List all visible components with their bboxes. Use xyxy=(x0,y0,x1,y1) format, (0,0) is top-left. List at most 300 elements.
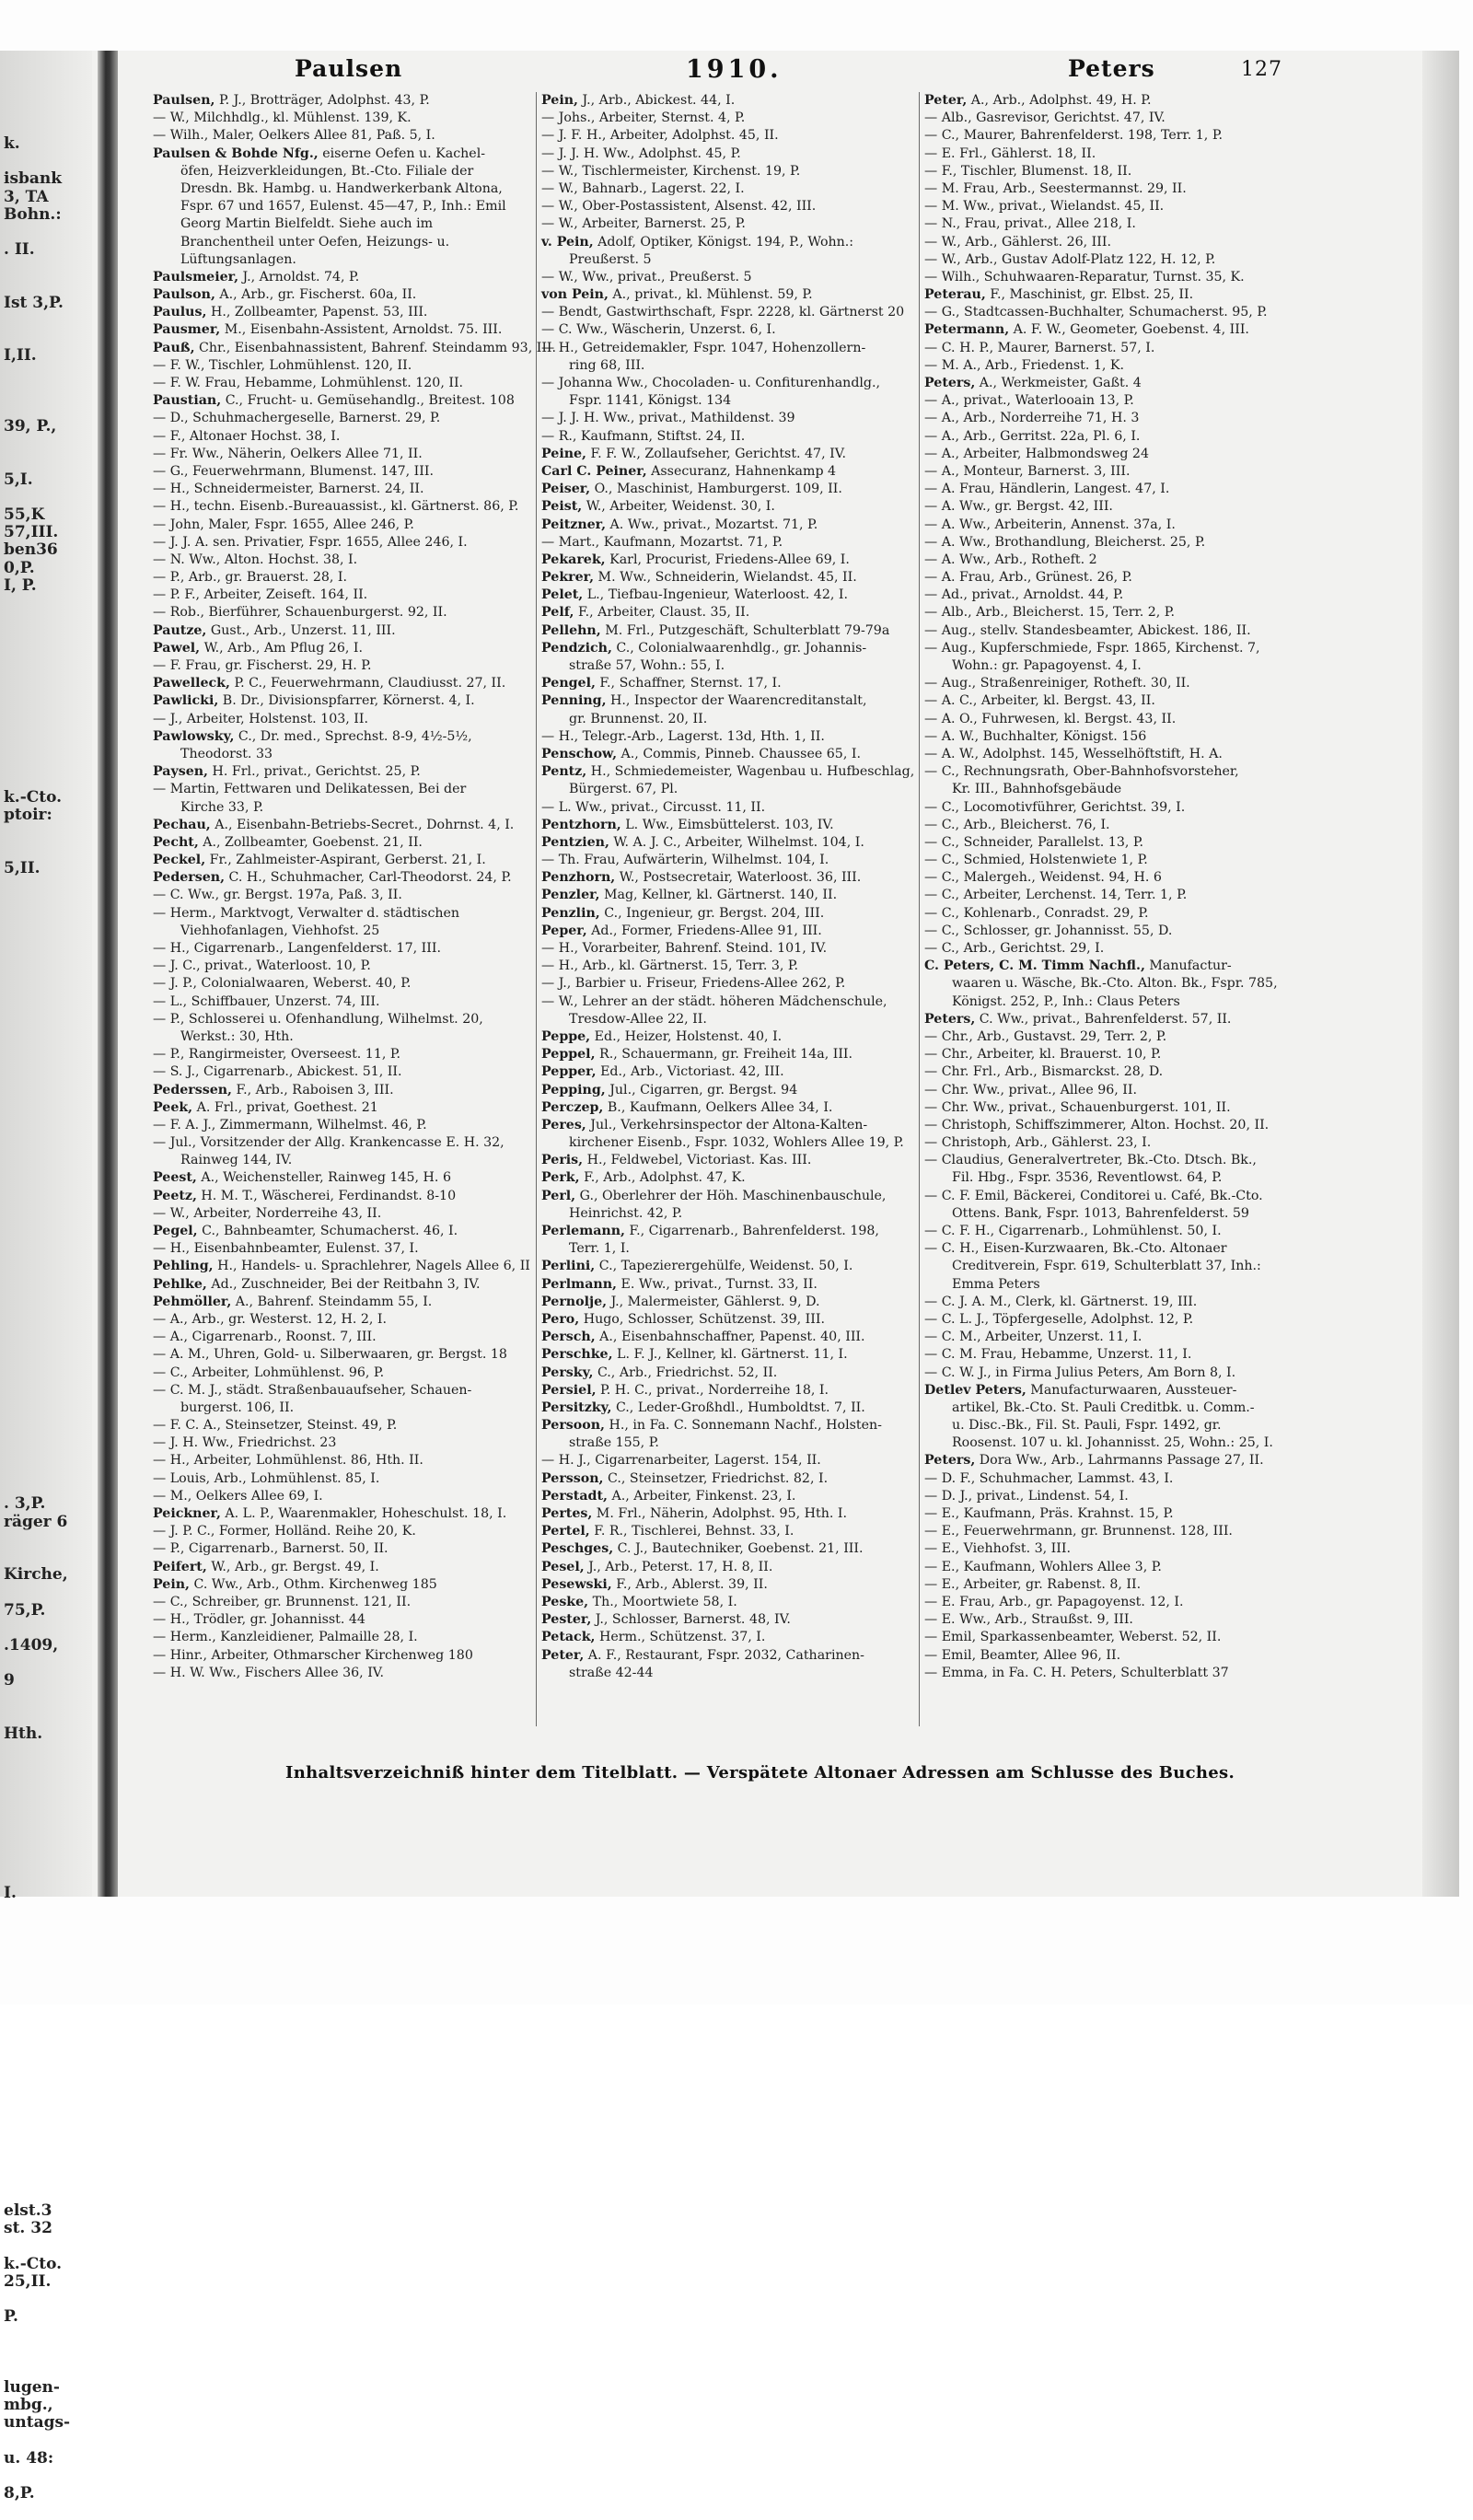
left-fragment xyxy=(4,2043,92,2061)
left-fragment xyxy=(4,1460,92,1478)
entry-text: A., Eisenbahnschaffner, Papenst. 40, III. xyxy=(595,1330,865,1345)
directory-entry xyxy=(541,604,919,621)
entry-text: — A. W., Buchhalter, Königst. 156 xyxy=(924,728,1147,744)
entry-text: Ed., Arb., Victoriast. 42, III. xyxy=(596,1064,784,1080)
left-fragment xyxy=(4,948,92,966)
entry-text: — H., Schneidermeister, Barnerst. 24, II. xyxy=(153,482,424,497)
directory-entry xyxy=(924,340,1302,357)
directory-entry xyxy=(924,1276,1302,1294)
left-fragment: 8,P. xyxy=(4,2483,35,2503)
directory-entry xyxy=(541,1365,919,1382)
entry-text: — Louis, Arb., Lohmühlenst. 85, I. xyxy=(153,1470,380,1486)
entry-text: — Claudius, Generalvertreter, Bk.-Cto. Dtsch. Bk., xyxy=(924,1153,1257,1168)
entry-text: — M. A., Arb., Friedenst. 1, K. xyxy=(924,357,1124,373)
entry-surname: Peters, xyxy=(924,1453,976,1469)
directory-entry xyxy=(541,1665,919,1682)
directory-entry xyxy=(924,498,1302,516)
entry-text: eiserne Oefen u. Kachel- xyxy=(318,145,486,161)
entry-text: — F. W., Tischler, Lohmühlenst. 120, II. xyxy=(153,357,412,373)
entry-text: — E., Kaufmann, Präs. Krahnst. 15, P. xyxy=(924,1506,1174,1521)
entry-text: — E. Ww., Arb., Straußst. 9, III. xyxy=(924,1612,1133,1628)
directory-entry xyxy=(153,1258,534,1275)
entry-surname: Peper, xyxy=(541,923,587,938)
entry-text: — Christoph, Schiffszimmerer, Alton. Hochst. 20, II. xyxy=(924,1117,1270,1132)
entry-text: A. Frl., privat, Goethest. 21 xyxy=(192,1099,378,1115)
entry-text: — A., Arbeiter, Halbmondsweg 24 xyxy=(924,446,1149,461)
directory-entry xyxy=(541,340,919,357)
entry-text: J., Schlosser, Barnerst. 48, IV. xyxy=(591,1612,791,1628)
directory-entry xyxy=(541,1011,919,1028)
directory-entry xyxy=(541,958,919,975)
directory-entry xyxy=(153,534,534,552)
directory-entry xyxy=(924,1346,1302,1364)
entry-text: — A. C., Arbeiter, kl. Bergst. 43, II. xyxy=(924,693,1155,709)
directory-entry xyxy=(924,711,1302,728)
directory-entry xyxy=(153,1240,534,1258)
directory-entry xyxy=(541,1452,919,1469)
entry-text: — J. J. H. Ww., privat., Mathildenst. 39 xyxy=(541,411,795,426)
entry-text: — Aug., stellv. Standesbeamter, Abickest. 186, II. xyxy=(924,622,1251,638)
directory-entry xyxy=(541,234,919,251)
entry-text: — Hinr., Arbeiter, Othmarscher Kirchenweg 180 xyxy=(153,1647,473,1663)
entry-surname: Pester, xyxy=(541,1612,592,1628)
directory-entry xyxy=(541,1470,919,1488)
directory-entry xyxy=(924,728,1302,746)
directory-entry xyxy=(541,1576,919,1594)
entry-surname: Perstadt, xyxy=(541,1488,608,1504)
entry-text: H. Frl., privat., Gerichtst. 25, P. xyxy=(208,764,421,780)
directory-entry xyxy=(924,1205,1302,1223)
directory-entry xyxy=(924,517,1302,534)
entry-text: — A., Cigarrenarb., Roonst. 7, III. xyxy=(153,1330,377,1345)
entry-text: — E., Feuerwehrmann, gr. Brunnenst. 128, III. xyxy=(924,1524,1233,1539)
entry-text: F., Arbeiter, Claust. 35, II. xyxy=(574,605,750,621)
entry-surname: Penschow, xyxy=(541,746,618,761)
directory-entry xyxy=(924,622,1302,640)
directory-entry xyxy=(541,357,919,375)
directory-entry xyxy=(153,145,534,163)
directory-entry xyxy=(924,1505,1302,1523)
directory-entry xyxy=(153,604,534,621)
entry-text: — L. Ww., privat., Circusst. 11, II. xyxy=(541,799,766,815)
directory-entry xyxy=(153,446,534,463)
entry-text: M. Frl., Putzgeschäft, Schulterblatt 79-79a xyxy=(600,622,890,638)
entry-text: — E. Frl., Gählerst. 18, II. xyxy=(924,145,1096,161)
entry-text: L. Ww., Eimsbüttelerst. 103, IV. xyxy=(621,817,834,832)
left-fragment xyxy=(4,647,92,665)
entry-text: — J. J. H. Ww., Adolphst. 45, P. xyxy=(541,145,741,161)
directory-entry xyxy=(153,215,534,233)
directory-entry xyxy=(153,1629,534,1646)
entry-text: F., Arb., Raboisen 3, III. xyxy=(232,1082,394,1097)
entry-surname: Pekrer, xyxy=(541,570,595,586)
entry-surname: Pesel, xyxy=(541,1559,585,1574)
entry-text: — C. H. P., Maurer, Barnerst. 57, I. xyxy=(924,340,1155,355)
directory-entry xyxy=(541,1399,919,1417)
directory-entry xyxy=(153,463,534,481)
entry-text: Emma Peters xyxy=(952,1276,1040,1292)
directory-entry xyxy=(153,1417,534,1434)
column-rule xyxy=(919,92,920,1726)
directory-entry xyxy=(153,110,534,127)
entry-surname: Perczep, xyxy=(541,1099,604,1115)
entry-text: — J., Arbeiter, Holstenst. 103, II. xyxy=(153,711,368,726)
entry-text: F., Cigarrenarb., Bahrenfelderst. 198, xyxy=(624,1224,879,1238)
left-fragment xyxy=(4,983,92,1001)
entry-text: — F. W. Frau, Hebamme, Lohmühlenst. 120, II. xyxy=(153,376,464,390)
entry-surname: Persky, xyxy=(541,1365,594,1380)
directory-entry xyxy=(924,1488,1302,1505)
entry-text: Dora Ww., Arb., Lahrmanns Passage 27, II. xyxy=(975,1453,1264,1469)
entry-text: L. F. J., Kellner, kl. Gärtnerst. 11, I. xyxy=(612,1347,848,1363)
entry-text: B. Dr., Divisionspfarrer, Körnerst. 4, I. xyxy=(218,693,475,709)
left-fragment: lugen- xyxy=(4,2377,60,2397)
entry-text: — A. Ww., Brothandlung, Bleicherst. 25, P. xyxy=(924,534,1206,550)
entry-text: C., Frucht- u. Gemüsehandlg., Breitest. 108 xyxy=(221,393,515,409)
left-fragment xyxy=(4,842,92,860)
entry-text: — Emil, Sparkassenbeamter, Weberst. 52, II. xyxy=(924,1630,1222,1645)
entry-surname: Peske, xyxy=(541,1594,589,1609)
left-fragment xyxy=(4,2185,92,2202)
left-fragment xyxy=(4,630,92,647)
left-fragment xyxy=(4,683,92,701)
left-fragment xyxy=(4,2167,92,2185)
entry-text: — F. C. A., Steinsetzer, Steinst. 49, P. xyxy=(153,1418,398,1434)
entry-surname: Peist, xyxy=(541,499,583,515)
left-fragment: 75,P. xyxy=(4,1600,46,1620)
directory-entry xyxy=(153,1399,534,1417)
entry-surname: Peters, xyxy=(924,1011,976,1027)
directory-entry xyxy=(153,92,534,110)
directory-entry xyxy=(153,1434,534,1452)
directory-entry xyxy=(153,1223,534,1240)
entry-text: F., Maschinist, gr. Elbst. 25, II. xyxy=(985,287,1194,303)
directory-entry xyxy=(924,552,1302,569)
directory-entry xyxy=(153,1576,534,1594)
directory-entry xyxy=(541,110,919,127)
directory-entry xyxy=(924,1240,1302,1258)
left-fragment xyxy=(4,1760,92,1778)
directory-entry xyxy=(153,781,534,798)
directory-entry xyxy=(541,1258,919,1275)
left-fragment xyxy=(4,1620,92,1637)
directory-entry xyxy=(153,1294,534,1311)
directory-entry xyxy=(924,869,1302,887)
entry-text: — P., Cigarrenarb., Barnerst. 50, II. xyxy=(153,1541,389,1557)
entry-text: — A. W., Adolphst. 145, Wesselhöftstift, H. A. xyxy=(924,746,1223,761)
directory-entry xyxy=(153,799,534,817)
left-fragment xyxy=(4,754,92,772)
directory-entry xyxy=(541,1611,919,1629)
entry-text: Fr., Zahlmeister-Aspirant, Gerberst. 21, I. xyxy=(205,853,486,868)
entry-surname: Penzler, xyxy=(541,888,600,903)
directory-entry xyxy=(153,675,534,692)
entry-surname: Pernolje, xyxy=(541,1294,608,1309)
entry-text: — A., Arb., gr. Westerst. 12, H. 2, I. xyxy=(153,1311,388,1327)
entry-text: — Th. Frau, Aufwärterin, Wilhelmst. 104, I. xyxy=(541,853,829,868)
directory-entry xyxy=(153,817,534,834)
directory-entry xyxy=(924,1417,1302,1434)
left-fragment xyxy=(4,1849,92,1866)
directory-entry xyxy=(541,1082,919,1099)
entry-surname: Pellehn, xyxy=(541,622,601,638)
directory-entry xyxy=(924,446,1302,463)
directory-entry xyxy=(541,622,919,640)
left-fragment xyxy=(4,2149,92,2166)
left-fragment xyxy=(4,612,92,630)
directory-entry xyxy=(924,163,1302,180)
entry-surname: Pechau, xyxy=(153,817,211,832)
left-fragment: . 3,P. xyxy=(4,1494,46,1514)
entry-text: — Chr., Arb., Gustavst. 29, Terr. 2, P. xyxy=(924,1028,1167,1044)
left-fragment: st. 32 xyxy=(4,2219,52,2238)
directory-entry xyxy=(541,1417,919,1434)
directory-entry xyxy=(541,163,919,180)
entry-surname: Paulsen, xyxy=(153,93,215,108)
left-fragment xyxy=(4,1955,92,1972)
entry-surname: Pertes, xyxy=(541,1506,593,1521)
entry-text: straße 42-44 xyxy=(569,1665,654,1680)
entry-text: — Christoph, Arb., Gählerst. 23, I. xyxy=(924,1135,1152,1151)
left-fragment: elst.3 xyxy=(4,2201,52,2220)
entry-text: — M., Oelkers Allee 69, I. xyxy=(153,1488,323,1504)
directory-entry xyxy=(924,657,1302,675)
entry-text: J., Arb., Abickest. 44, I. xyxy=(577,93,736,108)
left-fragment xyxy=(4,1389,92,1407)
entry-text: gr. Brunnenst. 20, II. xyxy=(569,711,708,726)
left-fragment xyxy=(4,1178,92,1195)
entry-surname: Peppel, xyxy=(541,1047,596,1063)
directory-entry xyxy=(924,923,1302,940)
entry-text: Creditverein, Fspr. 619, Schulterblatt 37, Inh.: xyxy=(952,1259,1261,1274)
entry-surname: Penzhorn, xyxy=(541,870,616,886)
directory-entry xyxy=(153,1311,534,1329)
entry-text: B., Kaufmann, Oelkers Allee 34, I. xyxy=(603,1099,833,1115)
entry-text: H., Schmiedemeister, Wagenbau u. Hufbeschlag, xyxy=(586,764,915,780)
entry-text: — W., Arbeiter, Barnerst. 25, P. xyxy=(541,216,746,232)
entry-surname: Peine, xyxy=(541,446,586,461)
entry-text: öfen, Heizverkleidungen, Bt.-Cto. Filiale der xyxy=(180,163,474,179)
directory-entry xyxy=(541,1134,919,1152)
directory-column-3 xyxy=(924,92,1302,1731)
entry-surname: Perlemann, xyxy=(541,1224,625,1238)
left-fragment: 3, TA xyxy=(4,187,49,206)
left-fragment xyxy=(4,1973,92,1991)
entry-text: — Ad., privat., Arnoldst. 44, P. xyxy=(924,587,1124,603)
directory-entry xyxy=(924,1152,1302,1169)
directory-entry xyxy=(541,1276,919,1294)
entry-text: — C., Maurer, Bahrenfelderst. 198, Terr. 1, P. xyxy=(924,128,1224,144)
left-fragment: . II. xyxy=(4,240,35,260)
directory-entry xyxy=(541,887,919,904)
directory-entry xyxy=(541,781,919,798)
directory-entry xyxy=(541,1099,919,1117)
left-page-margin xyxy=(0,51,92,2503)
left-fragment xyxy=(4,453,92,470)
entry-text: — H., Eisenbahnbeamter, Eulenst. 37, I. xyxy=(153,1241,419,1257)
left-fragment: 5,I. xyxy=(4,470,33,489)
entry-text: P. H. C., privat., Norderreihe 18, I. xyxy=(596,1382,829,1398)
left-fragment: I,II. xyxy=(4,346,37,366)
directory-entry xyxy=(541,923,919,940)
left-fragment xyxy=(4,1037,92,1054)
page-footer-note: Inhaltsverzeichniß hinter dem Titelblatt. — Verspätete Altonaer Adressen am Schlusse des Buches. xyxy=(285,1763,1235,1783)
directory-entry xyxy=(541,286,919,304)
entry-text: — C. M. Frau, Hebamme, Unzerst. 11, I. xyxy=(924,1347,1192,1363)
directory-entry xyxy=(153,869,534,887)
directory-entry xyxy=(153,1276,534,1294)
entry-surname: C. Peters, C. M. Timm Nachfl., xyxy=(924,958,1145,974)
entry-text: — Bendt, Gastwirthschaft, Fspr. 2228, kl. Gärtnerst 20 xyxy=(541,305,905,320)
entry-text: Adolf, Optiker, Königst. 194, P., Wohn.: xyxy=(593,234,854,250)
entry-text: — Herm., Marktvogt, Verwalter d. städtischen xyxy=(153,905,460,921)
directory-entry xyxy=(541,834,919,852)
page-edge-shadow xyxy=(1422,51,1459,1897)
left-fragment: 5,II. xyxy=(4,858,41,877)
directory-entry xyxy=(924,1576,1302,1594)
left-fragment xyxy=(4,383,92,401)
entry-text: C., Ingenieur, gr. Bergst. 204, III. xyxy=(599,905,825,921)
entry-text: — F. A. J., Zimmermann, Wilhelmst. 46, P. xyxy=(153,1117,427,1132)
directory-entry xyxy=(924,675,1302,692)
directory-entry xyxy=(541,675,919,692)
entry-surname: Pautze, xyxy=(153,622,207,638)
directory-entry xyxy=(541,869,919,887)
entry-text: Hugo, Schlosser, Schützenst. 39, III. xyxy=(579,1311,825,1327)
directory-entry xyxy=(153,1647,534,1665)
entry-text: Preußerst. 5 xyxy=(569,251,652,267)
left-fragment xyxy=(4,2061,92,2078)
directory-entry xyxy=(153,340,557,357)
entry-text: Werkst.: 30, Hth. xyxy=(180,1028,294,1044)
directory-entry xyxy=(924,887,1302,904)
directory-entry xyxy=(924,1665,1302,1682)
directory-column-1 xyxy=(153,92,557,1731)
directory-entry xyxy=(153,1452,534,1469)
left-fragment xyxy=(4,2326,92,2343)
directory-entry xyxy=(541,481,919,498)
directory-entry xyxy=(924,604,1302,621)
directory-entry xyxy=(541,1205,919,1223)
directory-entry xyxy=(153,1188,534,1205)
entry-text: — F. Frau, gr. Fischerst. 29, H. P. xyxy=(153,658,372,673)
entry-text: — G., Stadtcassen-Buchhalter, Schumacherst. 95, P. xyxy=(924,305,1268,320)
entry-surname: Perlmann, xyxy=(541,1276,617,1292)
directory-entry xyxy=(541,905,919,923)
entry-surname: Pegel, xyxy=(153,1224,198,1238)
entry-surname: von Pein, xyxy=(541,287,609,303)
directory-entry xyxy=(153,1540,534,1558)
directory-entry xyxy=(541,1240,919,1258)
left-fragment xyxy=(4,1743,92,1760)
directory-entry xyxy=(153,1099,534,1117)
entry-surname: Pawelleck, xyxy=(153,676,230,691)
entry-surname: Pero, xyxy=(541,1311,580,1327)
entry-text: A., Commis, Pinneb. Chaussee 65, I. xyxy=(617,746,861,761)
entry-text: — W., Tischlermeister, Kirchenst. 19, P. xyxy=(541,163,801,179)
left-fragment xyxy=(4,1866,92,1884)
entry-text: A. F. W., Geometer, Goebenst. 4, III. xyxy=(1009,322,1249,338)
directory-entry xyxy=(541,1434,919,1452)
entry-surname: Carl C. Peiner, xyxy=(541,463,647,479)
entry-text: Viehhofanlagen, Viehhofst. 25 xyxy=(180,923,380,938)
left-fragment xyxy=(4,1054,92,1072)
directory-entry xyxy=(924,1311,1302,1329)
entry-surname: Penning, xyxy=(541,693,607,709)
entry-text: — F., Altonaer Hochst. 38, I. xyxy=(153,428,341,444)
left-fragment xyxy=(4,2468,92,2485)
entry-text: G., Oberlehrer der Höh. Maschinenbauschule, xyxy=(575,1188,887,1203)
directory-entry xyxy=(153,586,534,604)
entry-surname: Paulson, xyxy=(153,287,215,303)
entry-text: — C. M., Arbeiter, Unzerst. 11, I. xyxy=(924,1330,1142,1345)
left-fragment: P. xyxy=(4,2307,18,2327)
directory-entry xyxy=(153,498,534,516)
entry-surname: Peres, xyxy=(541,1117,586,1132)
left-fragment xyxy=(4,2343,92,2361)
entry-text: F. F. W., Zollaufseher, Gerichtst. 47, IV. xyxy=(586,446,846,461)
left-fragment xyxy=(4,824,92,842)
directory-entry xyxy=(924,1046,1302,1063)
entry-text: — Emil, Beamter, Allee 96, II. xyxy=(924,1647,1121,1663)
entry-text: — Herm., Kanzleidiener, Palmaille 28, I. xyxy=(153,1630,418,1645)
directory-entry xyxy=(924,1470,1302,1488)
directory-entry xyxy=(541,1540,919,1558)
directory-entry xyxy=(541,1523,919,1540)
entry-text: A., Arbeiter, Finkenst. 23, I. xyxy=(607,1488,796,1504)
directory-entry xyxy=(924,410,1302,427)
entry-text: — P., Schlosserei u. Ofenhandlung, Wilhelmst. 20, xyxy=(153,1011,483,1027)
directory-entry xyxy=(924,1099,1302,1117)
entry-text: — C., Malergeh., Weidenst. 94, H. 6 xyxy=(924,870,1162,886)
entry-text: — A., Monteur, Barnerst. 3, III. xyxy=(924,463,1131,479)
entry-text: A., Eisenbahn-Betriebs-Secret., Dohrnst. 4, I. xyxy=(210,817,515,832)
entry-text: — H., Getreidemakler, Fspr. 1047, Hohenzollern- xyxy=(541,340,866,355)
entry-surname: Peris, xyxy=(541,1153,584,1168)
entry-surname: Peitzner, xyxy=(541,517,607,532)
left-fragment xyxy=(4,1937,92,1955)
entry-text: — A., Arb., Norderreihe 71, H. 3 xyxy=(924,411,1140,426)
left-page-fragments xyxy=(4,134,92,2503)
entry-text: Gust., Arb., Unzerst. 11, III. xyxy=(206,622,396,638)
entry-text: — A. Ww., Arbeiterin, Annenst. 37a, I. xyxy=(924,517,1176,532)
entry-text: — C., Arb., Bleicherst. 76, I. xyxy=(924,817,1110,832)
entry-text: — Jul., Vorsitzender der Allg. Krankencasse E. H. 32, xyxy=(153,1135,505,1151)
entry-text: A., Werkmeister, Gaßt. 4 xyxy=(975,376,1142,390)
entry-surname: Peckel, xyxy=(153,853,206,868)
directory-entry xyxy=(924,993,1302,1011)
directory-entry xyxy=(541,1223,919,1240)
left-fragment: Kirche, xyxy=(4,1565,68,1585)
directory-entry xyxy=(541,1629,919,1646)
directory-entry xyxy=(541,446,919,463)
directory-entry xyxy=(541,1028,919,1046)
entry-text: M., Eisenbahn-Assistent, Arnoldst. 75. III. xyxy=(220,322,503,338)
directory-entry xyxy=(924,905,1302,923)
directory-entry xyxy=(153,1382,534,1399)
entry-text: — C., Kohlenarb., Conradst. 29, P. xyxy=(924,905,1149,921)
entry-text: — A. Frau, Arb., Grünest. 26, P. xyxy=(924,570,1132,586)
entry-surname: Paulsmeier, xyxy=(153,269,239,285)
entry-text: W., Postsecretair, Waterloost. 36, III. xyxy=(615,870,862,886)
directory-entry xyxy=(153,481,534,498)
directory-entry xyxy=(924,1452,1302,1469)
directory-entry xyxy=(924,198,1302,215)
directory-entry xyxy=(153,1488,534,1505)
entry-text: Rainweg 144, IV. xyxy=(180,1153,293,1168)
directory-entry xyxy=(153,1365,534,1382)
left-fragment xyxy=(4,365,92,382)
